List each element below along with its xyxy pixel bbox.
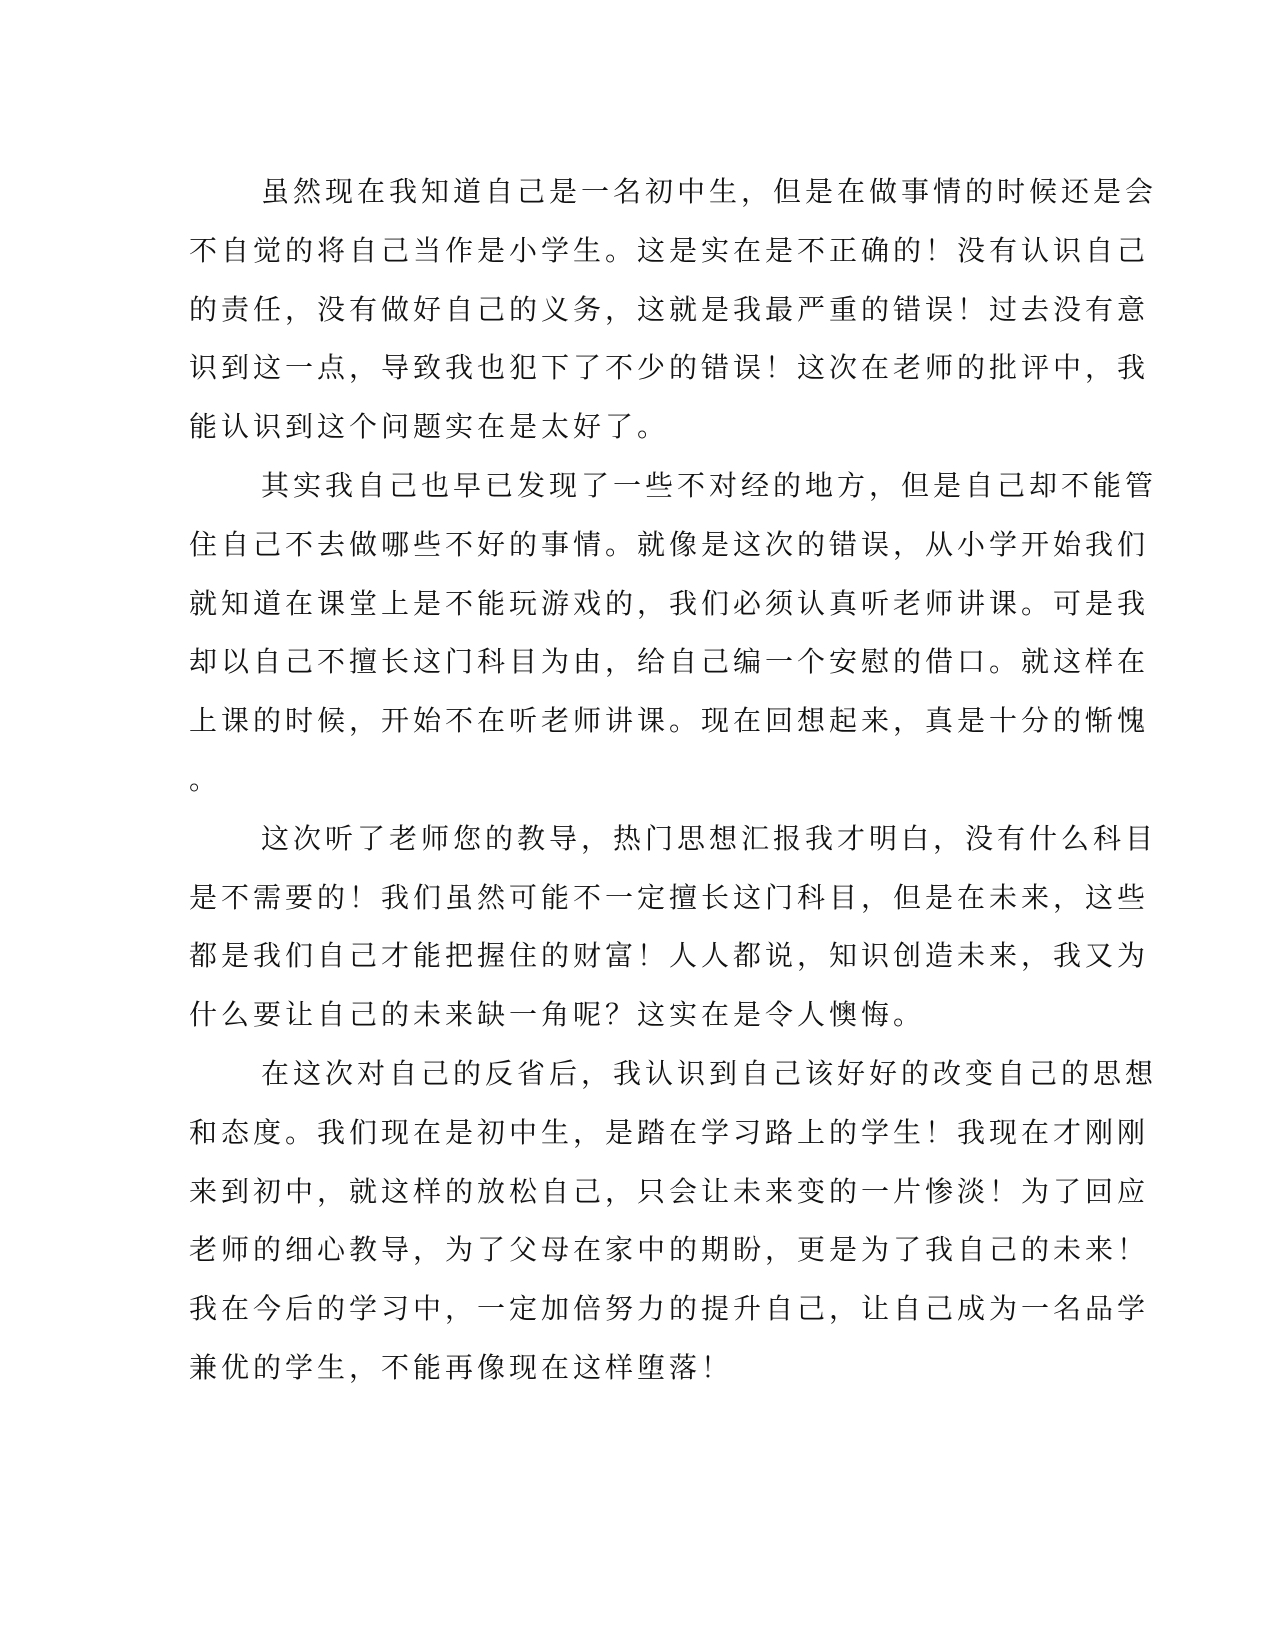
paragraph-4-line-6: 兼优的学生，不能再像现在这样堕落！ xyxy=(189,1350,734,1384)
paragraph-4-line-3: 来到初中，就这样的放松自己，只会让未来变的一片惨淡！为了回应 xyxy=(189,1174,1150,1208)
document-body xyxy=(189,163,1158,1398)
paragraph-2-line-6: 。 xyxy=(189,762,222,796)
paragraph-4-line-2: 和态度。我们现在是初中生，是踏在学习路上的学生！我现在才刚刚 xyxy=(189,1115,1150,1149)
paragraph-2-line-5: 上课的时候，开始不在听老师讲课。现在回想起来，真是十分的惭愧 xyxy=(189,704,1150,738)
paragraph-4-line-1: 在这次对自己的反省后，我认识到自己该好好的改变自己的思想 xyxy=(261,1056,1158,1090)
paragraph-1-line-2: 不自觉的将自己当作是小学生。这是实在是不正确的！没有认识自己 xyxy=(189,233,1150,267)
paragraph-3-line-2: 是不需要的！我们虽然可能不一定擅长这门科目，但是在未来，这些 xyxy=(189,880,1150,914)
paragraph-1-line-3: 的责任，没有做好自己的义务，这就是我最严重的错误！过去没有意 xyxy=(189,292,1150,326)
paragraph-2-line-4: 却以自己不擅长这门科目为由，给自己编一个安慰的借口。就这样在 xyxy=(189,645,1150,679)
paragraph-3-line-4: 什么要让自己的未来缺一角呢？这实在是令人懊悔。 xyxy=(189,998,926,1032)
paragraph-2-line-2: 住自己不去做哪些不好的事情。就像是这次的错误，从小学开始我们 xyxy=(189,527,1150,561)
paragraph-3-line-3: 都是我们自己才能把握住的财富！人人都说，知识创造未来，我又为 xyxy=(189,939,1150,973)
paragraph-2-line-1: 其实我自己也早已发现了一些不对经的地方，但是自己却不能管 xyxy=(261,468,1158,502)
paragraph-1-line-5: 能认识到这个问题实在是太好了。 xyxy=(189,410,670,444)
paragraph-2-line-3: 就知道在课堂上是不能玩游戏的，我们必须认真听老师讲课。可是我 xyxy=(189,586,1150,620)
paragraph-4-line-5: 我在今后的学习中，一定加倍努力的提升自己，让自己成为一名品学 xyxy=(189,1292,1150,1326)
paragraph-1-line-4: 识到这一点，导致我也犯下了不少的错误！这次在老师的批评中，我 xyxy=(189,351,1150,385)
paragraph-3-line-1: 这次听了老师您的教导，热门思想汇报我才明白，没有什么科目 xyxy=(261,821,1158,855)
paragraph-4-line-4: 老师的细心教导，为了父母在家中的期盼，更是为了我自己的未来！ xyxy=(189,1233,1150,1267)
paragraph-1-line-1: 虽然现在我知道自己是一名初中生，但是在做事情的时候还是会 xyxy=(261,175,1158,208)
